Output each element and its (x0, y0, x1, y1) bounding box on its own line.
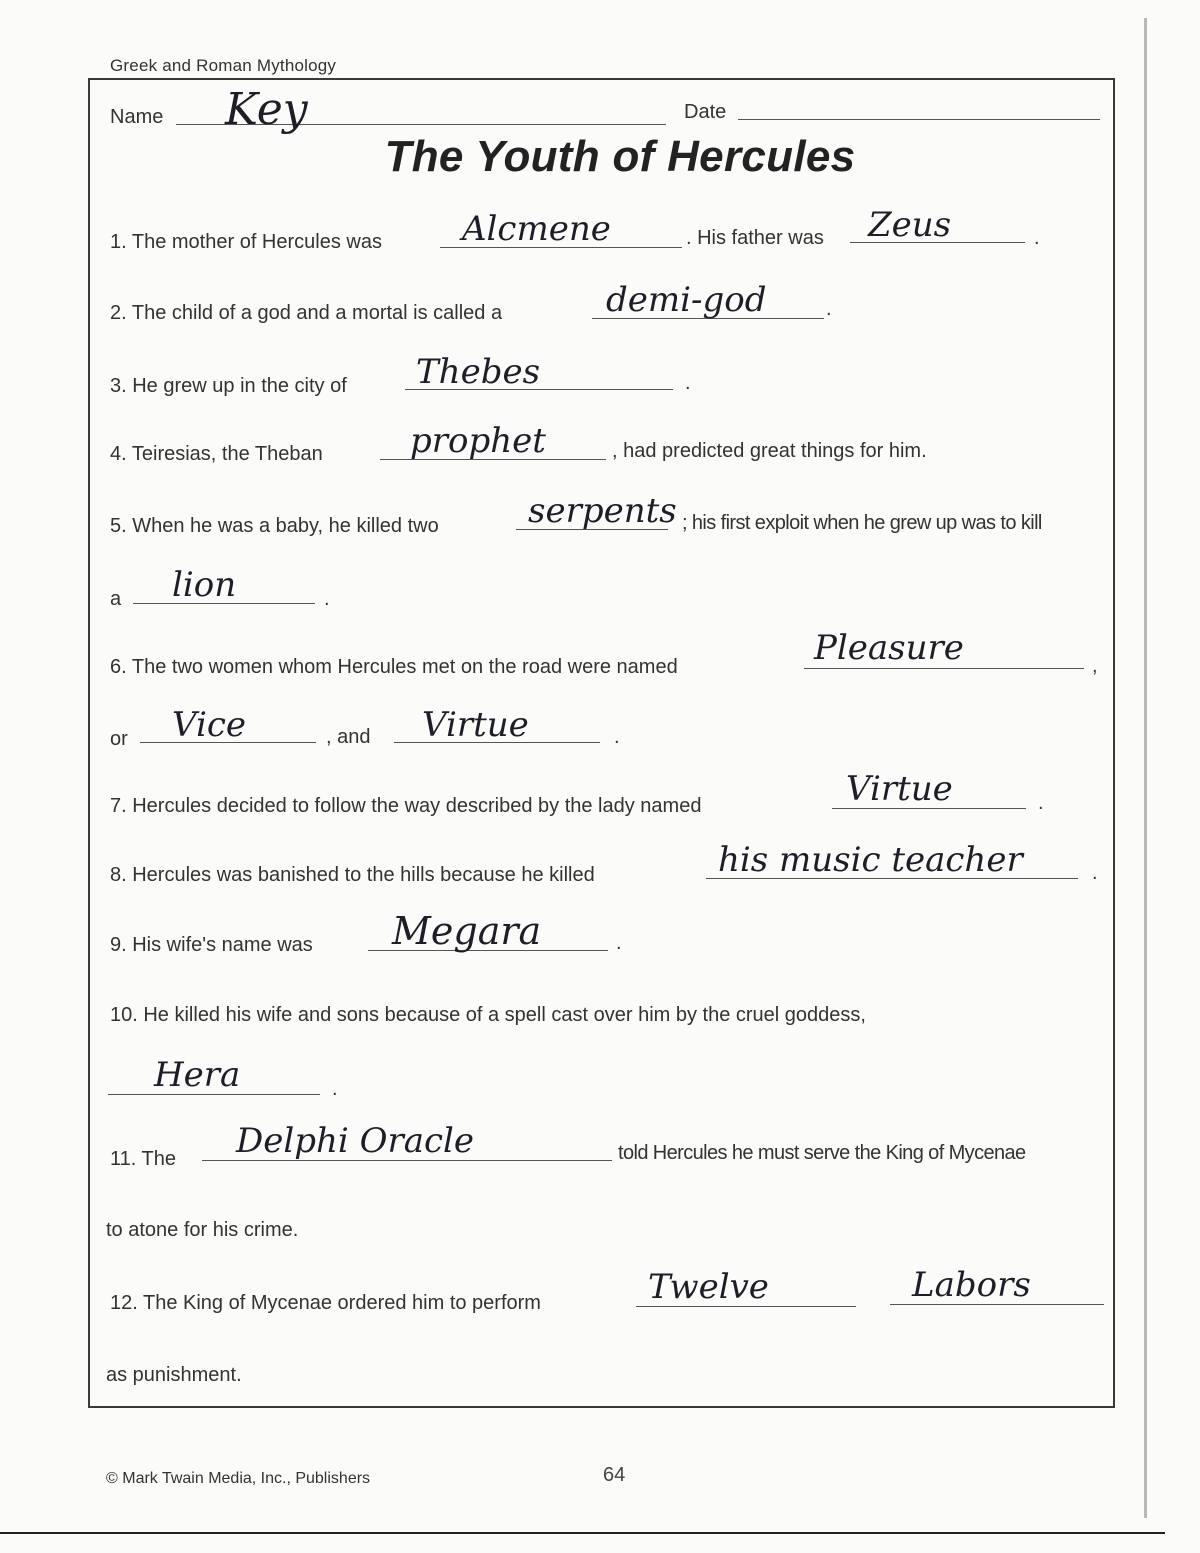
page-number: 64 (603, 1464, 626, 1486)
q12-text: 12. The King of Mycenae ordered him to perform (110, 1292, 541, 1314)
q5-answer-1: serpents (528, 491, 677, 531)
scan-edge (1144, 18, 1157, 1518)
q6-answer-2: Vice (172, 705, 246, 745)
bottom-rule (0, 1532, 1165, 1534)
name-label: Name (110, 106, 164, 128)
q5-end: . (324, 588, 330, 610)
q2-text: 2. The child of a god and a mortal is called a (110, 302, 503, 324)
q6-answer-1: Pleasure (814, 628, 964, 668)
q4-text-b: , had predicted great things for him. (612, 440, 927, 462)
q10-answer: Hera (154, 1055, 241, 1095)
q4-answer: prophet (410, 421, 546, 461)
q7-end: . (1038, 792, 1044, 814)
q2-answer: demi-god (606, 280, 767, 320)
q12-answer-2: Labors (912, 1265, 1031, 1305)
q7-answer: Virtue (846, 769, 953, 809)
q9-text: 9. His wife's name was (110, 934, 313, 956)
q3-end: . (685, 372, 691, 394)
q5-text-c: a (110, 588, 122, 610)
q6-text-b: or (110, 728, 128, 750)
q6-blank-1[interactable] (804, 668, 1084, 669)
q6-comma: , (1092, 655, 1098, 677)
q1-text-b: . His father was (686, 227, 824, 249)
q11-answer: Delphi Oracle (236, 1121, 475, 1161)
name-answer: Key (225, 84, 308, 135)
q5-answer-2: lion (172, 565, 237, 605)
date-label: Date (684, 101, 727, 123)
q2-end: . (826, 298, 832, 320)
q9-answer: Megara (392, 909, 542, 953)
q6-end: . (614, 726, 620, 748)
q6-text: 6. The two women whom Hercules met on the road were named (110, 656, 678, 678)
q11-text-b: told Hercules he must serve the King of Mycenae (618, 1142, 1026, 1164)
series-label: Greek and Roman Mythology (110, 56, 337, 75)
q8-answer: his music teacher (718, 840, 1023, 880)
q5-text-b: ; his first exploit when he grew up was to kill (682, 512, 1042, 534)
q1-answer-1: Alcmene (462, 209, 611, 249)
q6-text-c: , and (326, 726, 371, 748)
q6-answer-3: Virtue (422, 705, 529, 745)
q10-text: 10. He killed his wife and sons because of a spell cast over him by the cruel goddess, (110, 1004, 866, 1026)
q3-answer: Thebes (416, 352, 541, 392)
q5-text: 5. When he was a baby, he killed two (110, 515, 439, 537)
q9-end: . (616, 932, 622, 954)
q4-text: 4. Teiresias, the Theban (110, 443, 323, 465)
q3-text: 3. He grew up in the city of (110, 375, 347, 397)
q8-text: 8. Hercules was banished to the hills because he killed (110, 864, 595, 886)
q7-text: 7. Hercules decided to follow the way described by the lady named (110, 795, 702, 817)
q11-text: 11. The (110, 1148, 176, 1170)
q12-text-b: as punishment. (106, 1364, 242, 1386)
publisher-credit: © Mark Twain Media, Inc., Publishers (106, 1470, 371, 1487)
q11-text-c: to atone for his crime. (106, 1219, 299, 1241)
q1-text: 1. The mother of Hercules was (110, 231, 382, 253)
q10-end: . (332, 1078, 338, 1100)
date-blank[interactable] (738, 119, 1100, 120)
q8-end: . (1092, 862, 1098, 884)
page-title: The Youth of Hercules (384, 132, 856, 181)
q1-end: . (1034, 227, 1040, 249)
q12-answer-1: Twelve (648, 1267, 769, 1307)
q1-answer-2: Zeus (868, 205, 952, 245)
